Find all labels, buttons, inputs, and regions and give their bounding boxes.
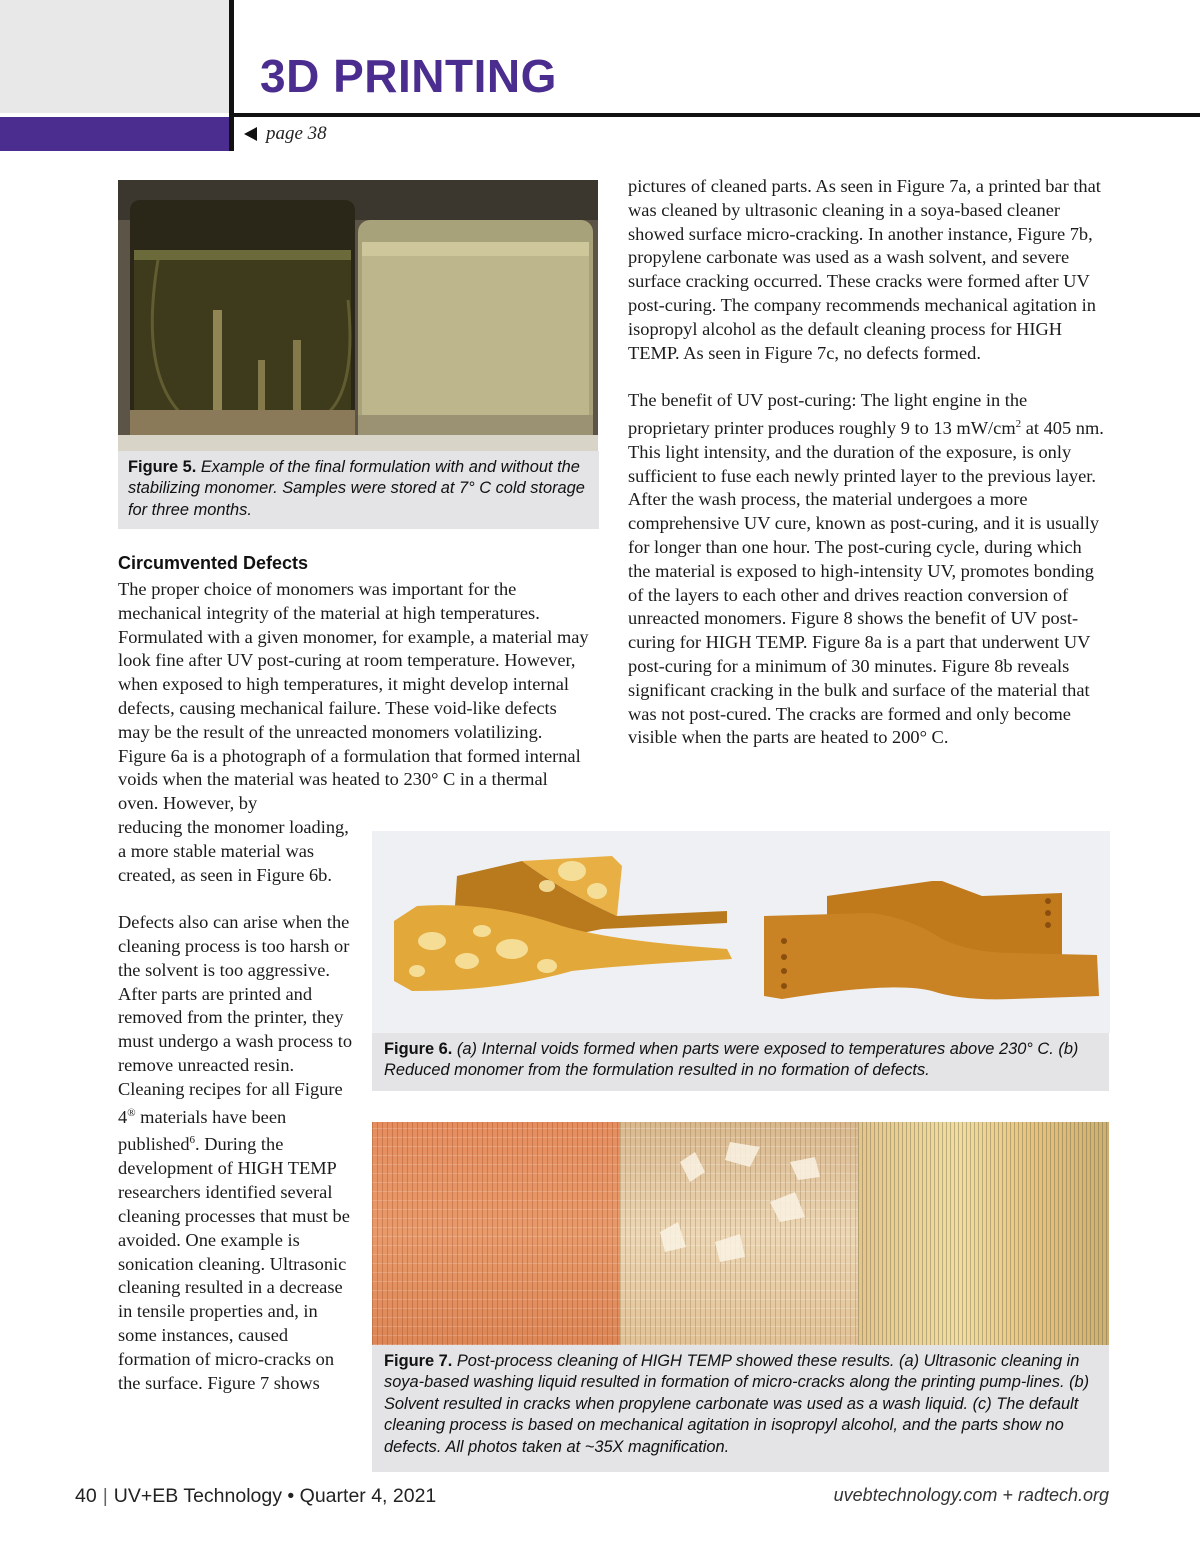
registered-mark: ® bbox=[127, 1106, 136, 1119]
body-text: The benefit of UV post-curing: The light engine in the proprietary printer produces roughly 9 to 13 mW/cm bbox=[628, 390, 1028, 439]
figure-6-caption-text: (a) Internal voids formed when parts were exposed to temperatures above 230° C. (b) Reduced monomer from the formulation resulted in no formation of defects. bbox=[384, 1040, 1079, 1080]
figure-5-label: Figure 5. bbox=[128, 458, 197, 476]
left-column-narrow bbox=[118, 816, 354, 1395]
body-text: at 405 nm. This light intensity, and the duration of the exposure, is only sufficient to fuse each newly printed layer to the previous layer. After the wash process, the material undergoes a more comprehensive UV cure, known as post-curing, and it is usually for longer than one hour. The post-curing cycle, during which the material is exposed to high-intensity UV, promotes bonding of the layers to each other and drives reaction conversion of unreacted monomers. Figure 8 shows the benefit of UV post-curing for HIGH TEMP. Figure 8a is a part that underwent UV post-curing for a minimum of 30 minutes. Figure 8b reveals significant cracking in the bulk and surface of the material that was not post-cured. The cracks are formed and only become visible when the parts are heated to 200° C. bbox=[628, 418, 1104, 748]
footer-separator: | bbox=[102, 1485, 108, 1507]
section-title: 3D PRINTING bbox=[260, 50, 557, 102]
figure-7-caption-text: Post-process cleaning of HIGH TEMP showed these results. (a) Ultrasonic cleaning in soya-based washing liquid resulted in formation of micro-cracks along the printing pump-lines. (b) Solvent resulted in cracks when propylene carbonate was used as a wash liquid. (c) The default cleaning process is based on mechanical agitation in isopropyl alcohol, and the parts show no defects. All photos taken at ~35X magnification. bbox=[384, 1352, 1090, 1456]
figure-7a-micro-cracks-panel bbox=[372, 1122, 620, 1345]
back-arrow-icon[interactable] bbox=[244, 127, 257, 141]
body-text: materials have been published bbox=[118, 1106, 287, 1155]
reference-superscript: 6 bbox=[189, 1134, 196, 1147]
figure-7-label: Figure 7. bbox=[384, 1352, 453, 1370]
unit-superscript: 2 bbox=[1015, 417, 1022, 430]
figure-7b-crack-marks bbox=[620, 1122, 858, 1345]
figure-5-caption-text: Example of the final formulation with and without the stabilizing monomer. Samples were stored at 7° C cold storage for three months. bbox=[128, 458, 585, 519]
figure-5-caption bbox=[118, 451, 599, 529]
footer-bullet: • bbox=[287, 1485, 295, 1507]
header-vertical-rule bbox=[229, 0, 234, 151]
figure-6-tensile-bars-illustration bbox=[372, 831, 1110, 1033]
continued-from-page-link[interactable]: page 38 bbox=[266, 123, 327, 144]
figure-7b-solvent-cracks-panel bbox=[620, 1122, 858, 1345]
publication-name: UV+EB Technology bbox=[113, 1485, 282, 1507]
figure-7-caption bbox=[372, 1345, 1109, 1472]
figure-6-label: Figure 6. bbox=[384, 1040, 453, 1058]
body-text: . During the development of HIGH TEMP researchers identified several cleaning processes that must be avoided. One example is sonication cleaning. Ultrasonic cleaning resulted in a decrease in tensile properties and, in some instances, caused formation of micro-cracks on the surface. Figure 7 shows bbox=[118, 1134, 350, 1393]
footer-publication-info bbox=[75, 1485, 436, 1508]
page-number: 40 bbox=[75, 1485, 97, 1507]
figure-6-caption bbox=[372, 1033, 1109, 1091]
footer-websites[interactable]: uvebtechnology.com + radtech.org bbox=[833, 1485, 1109, 1505]
header-grey-block bbox=[0, 0, 229, 113]
figure-5-jars-illustration bbox=[118, 180, 598, 451]
body-paragraph: The proper choice of monomers was important for the mechanical integrity of the material at high temperatures. Formulated with a given monomer, for example, a material may look fine after UV post-curing at room temperature. However, when exposed to high temperatures, it might develop internal defects, causing mechanical failure. These void-like defects may be the result of the unreacted monomers volatilizing. Figure 6a is a photograph of a formulation that formed internal voids when the material was heated to 230° C in a thermal oven. However, by bbox=[118, 579, 589, 814]
figure-7-photo bbox=[372, 1122, 1109, 1345]
figure-5-photo bbox=[118, 180, 598, 451]
section-heading-circumvented-defects: Circumvented Defects bbox=[118, 553, 309, 573]
figure-7c-no-defects-panel bbox=[858, 1122, 1109, 1345]
header-accent-bar bbox=[0, 117, 229, 151]
body-paragraph: reducing the monomer loading, a more stable material was created, as seen in Figure 6b. bbox=[118, 817, 349, 885]
body-paragraph bbox=[628, 389, 1108, 750]
header-horizontal-rule bbox=[229, 113, 1200, 117]
right-column bbox=[628, 175, 1108, 750]
left-column-wide bbox=[118, 578, 590, 816]
body-text: Defects also can arise when the cleaning process is too harsh or the solvent is too aggressive. After parts are printed and removed from the printer, they must undergo a wash process to remove unreacted resin. Cleaning recipes for all Figure 4 bbox=[118, 912, 353, 1127]
body-paragraph: pictures of cleaned parts. As seen in Figure 7a, a printed bar that was cleaned by ultrasonic cleaning in a soya-based cleaner showed surface micro-cracking. In another instance, Figure 7b, propylene carbonate was used as a wash solvent, and severe surface cracking occurred. These cracks were formed after UV post-curing. The company recommends mechanical agitation in isopropyl alcohol as the default cleaning process for HIGH TEMP. As seen in Figure 7c, no defects formed. bbox=[628, 176, 1101, 363]
figure-6-photo bbox=[372, 831, 1110, 1033]
body-paragraph bbox=[118, 911, 354, 1395]
issue-date: Quarter 4, 2021 bbox=[299, 1485, 437, 1507]
